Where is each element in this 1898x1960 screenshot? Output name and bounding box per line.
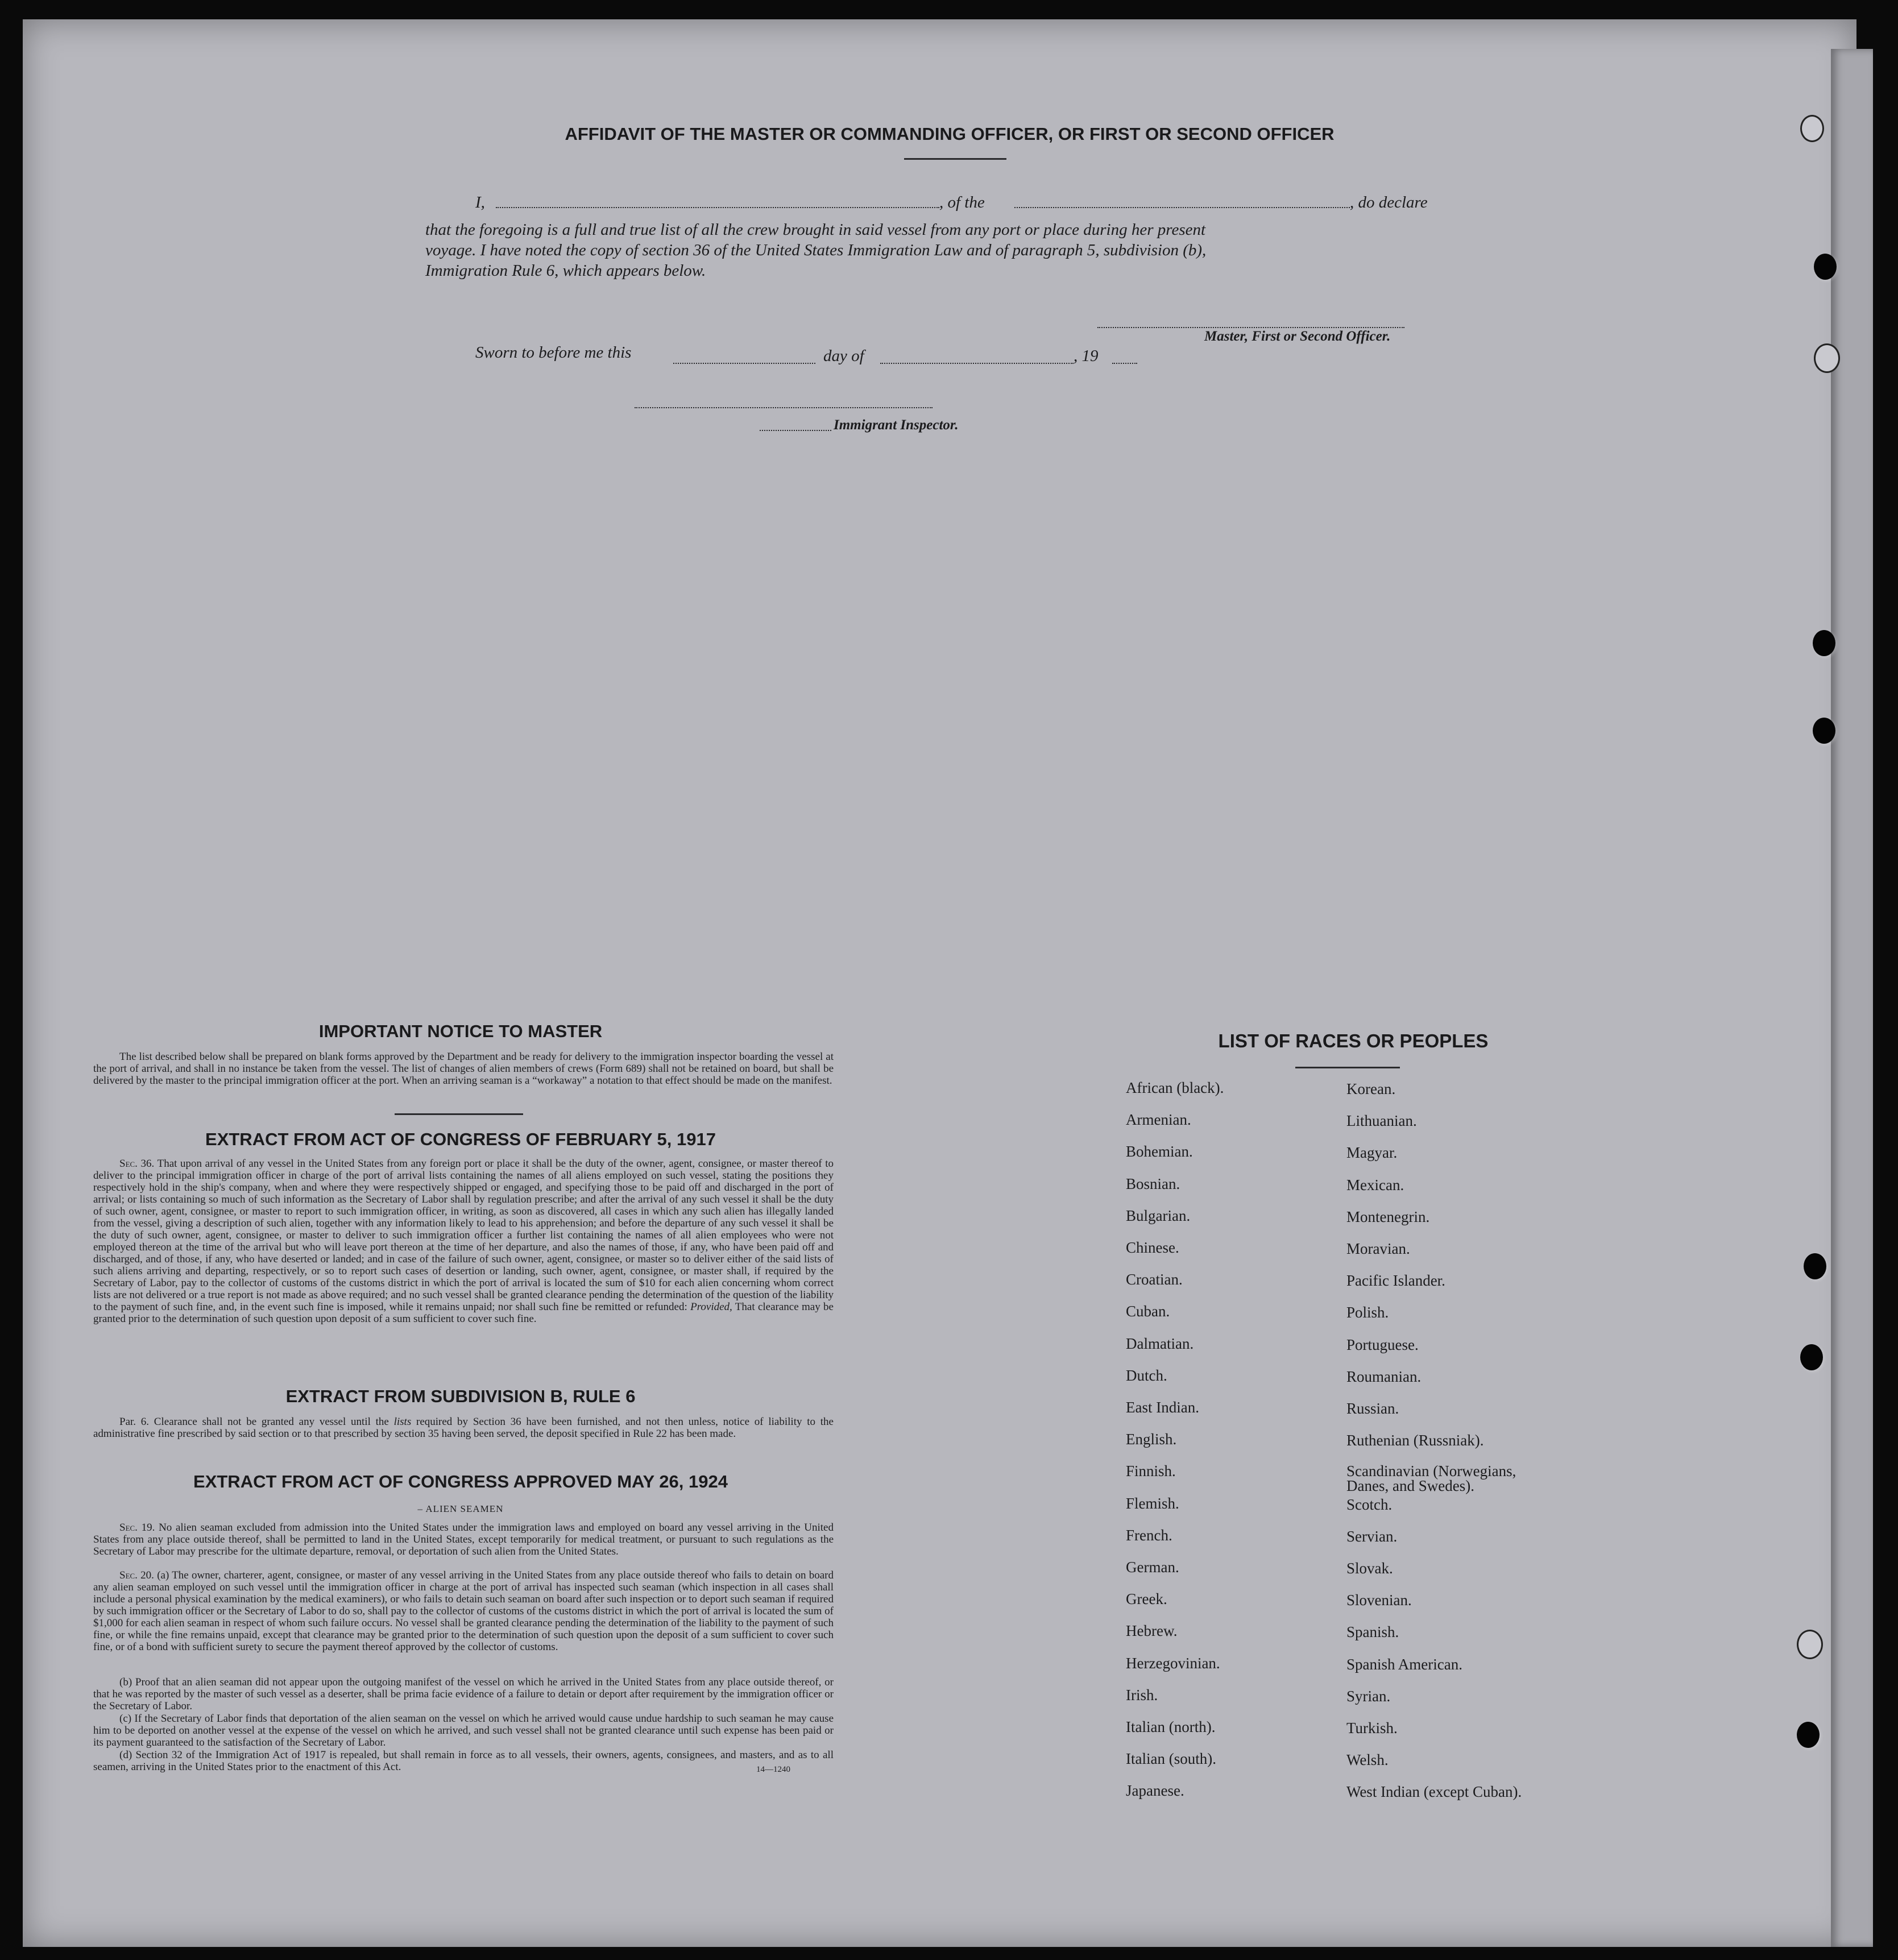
section-20c: (c) If the Secretary of Labor finds that deportation of the alien seaman on the vessel on which he arrived would cause undue hardship to such seaman he may cause him to be deported on another vessel at the expense of the vessel on which he arrived, and such vessel shall not be granted clearance until such expense has been paid or its payment guaranteed to the satisfaction of the Secretary of Labor. — [93, 1713, 834, 1748]
vessel-name-field[interactable] — [1014, 207, 1350, 208]
affidavit-title: AFFIDAVIT OF THE MASTER OR COMMANDING OFFICER, OR FIRST OR SECOND OFFICER — [565, 124, 1335, 144]
inspector-lead-line — [760, 430, 831, 431]
bleed-through-text — [341, 111, 349, 148]
rule6-text-end: required by Section 36 have been furnished, and not then unless, notice of liability to the administrative fine prescribed by said section or to that prescribed by section 35 having been served, the deposit specified in Rule 22 has been made. — [93, 1416, 834, 1440]
race-item: Turkish. — [1346, 1719, 1398, 1737]
section-36-text: That upon arrival of any vessel in the United States from any foreign port or place it shall be the duty of the owner, agent, consignee, or master thereof to deliver to the principal immigration officer in charge of the port of arrival lists containing the names of all aliens employed on such vessel, stating the positions they respectively hold in the ship's company, when and where they were respectively shipped or engaged, and specifying those to be paid off and discharged in the port of arrival; or lists containing so much of such information as the Secretary of Labor shall by regulation prescribe; and after the arrival of any such vessel it shall be the duty of such owner, agent, consignee, or master to report to such immigration officer, in writing, as soon as discovered, all cases in which any such alien has illegally landed from the vessel, giving a description of such alien, together with any information likely to lead to his apprehension; and before the departure of any such vessel it shall be the duty of such owner, agent, consignee, or master to deliver to such immigration officer a further list containing the names of all alien employees who were not employed thereon at the time of the arrival but who will leave port thereon at the time of her departure, and also the names of those, if any, who have been paid off and discharged, and of those, if any, who have deserted or landed; and in case of the failure of such owner, agent, consignee, or master so to deliver either of the said lists of such aliens arriving and departing, respectively, or so to report such cases of desertion or landing, such owner, agent, consignee, or master shall, if required by the Secretary of Labor, pay to the collector of customs of the customs district in which the port of arrival is located the sum of $10 for each alien concerning whom correct lists are not delivered or a true report is not made as above required; and no such vessel shall be granted clearance pending the determination of the question of the liability to the payment of such fine, and, in the event such fine is imposed, while it remains unpaid; nor shall such fine be remitted or refunded: — [93, 1158, 834, 1313]
race-item: Irish. — [1126, 1686, 1158, 1704]
sworn-month-field[interactable] — [880, 363, 1074, 364]
section-20d: (d) Section 32 of the Immigration Act of 1917 is repealed, but shall remain in force as to all vessels, their owners, agents, consignees, and masters, and as to all seamen, arriving in the United States prior to the enactment of this Act. — [93, 1749, 834, 1773]
race-item: Italian (south). — [1126, 1750, 1216, 1768]
affidavit-line-3: voyage. I have noted the copy of section 36 of the United States Immigration Law and of paragraph 5, subdivision (b), — [425, 241, 1207, 259]
race-item: Scotch. — [1346, 1495, 1393, 1513]
punch-hole — [1797, 1722, 1820, 1748]
race-item: Italian (north). — [1126, 1718, 1216, 1735]
race-item: Hebrew. — [1126, 1622, 1178, 1640]
race-item: Flemish. — [1126, 1494, 1179, 1512]
race-item: Magyar. — [1346, 1144, 1398, 1162]
rule6-lists-label: lists — [393, 1416, 412, 1428]
day-of-label: day of — [823, 347, 864, 365]
race-item: French. — [1126, 1526, 1172, 1544]
underlying-page-edge — [1831, 49, 1873, 1947]
section-19-text: No alien seaman excluded from admission into the United States under the immigration laws and employed on board any vessel arriving in the United States from any place outside thereof, shall be permitted to land in the United States, except temporarily for medical treatment, or pursuant to such regulations as the Secretary of Labor may prescribe for the ultimate departure, removal, or deportation of such alien from the United States. — [93, 1522, 834, 1557]
alien-seamen-dash: – — [417, 1503, 426, 1514]
affidavit-declare-label: , do declare — [1350, 193, 1428, 212]
races-title-rule — [1295, 1067, 1400, 1068]
notice-title: IMPORTANT NOTICE TO MASTER — [318, 1021, 603, 1041]
race-item: Syrian. — [1346, 1687, 1391, 1705]
race-item: Korean. — [1346, 1080, 1396, 1097]
extract-rule6-body — [93, 1416, 834, 1440]
races-title: LIST OF RACES OR PEOPLES — [1218, 1030, 1489, 1051]
race-item: West Indian (except Cuban). — [1346, 1783, 1522, 1801]
race-item: Servian. — [1346, 1527, 1398, 1545]
race-item: German. — [1126, 1559, 1179, 1576]
punch-hole — [1800, 115, 1824, 142]
rule6-text-start: Par. 6. Clearance shall not be granted any vessel until the — [119, 1416, 389, 1428]
race-item: Ruthenian (Russniak). — [1346, 1432, 1484, 1449]
form-number: 14—1240 — [756, 1765, 790, 1774]
affidavit-of-the-label: , of the — [939, 193, 985, 212]
race-item: Russian. — [1346, 1400, 1399, 1417]
sworn-day-field[interactable] — [673, 363, 815, 364]
race-item: Mexican. — [1346, 1176, 1404, 1194]
punch-hole — [1800, 1344, 1823, 1370]
race-item: Croatian. — [1126, 1271, 1183, 1288]
notice-body: The list described below shall be prepared on blank forms approved by the Department and be ready for delivery to the immigration inspector boarding the vessel at the port of arrival, and shall in no instance be taken from the vessel. The list of changes of alien members of crews (Form 689) shall not be retained on board, but shall be delivered by the master to the principal immigration officer at the port. When an arriving seaman is a “workaway” a notation to that effect should be made on the manifest. — [93, 1051, 834, 1087]
race-item: African (black). — [1126, 1079, 1224, 1096]
race-item: Welsh. — [1346, 1751, 1389, 1769]
race-item: Japanese. — [1126, 1782, 1184, 1800]
race-item: Pacific Islander. — [1346, 1272, 1445, 1290]
race-item: Roumanian. — [1346, 1368, 1422, 1385]
race-item: Bohemian. — [1126, 1143, 1193, 1161]
section-19 — [93, 1522, 834, 1557]
sworn-label: Sworn to before me this — [475, 343, 632, 362]
inspector-label: Immigrant Inspector. — [834, 417, 959, 433]
punch-hole — [1813, 718, 1835, 744]
section-20b: (b) Proof that an alien seaman did not appear upon the outgoing manifest of the vessel on which he arrived in the United States from any place outside thereof, or that he was reported by the master of such vessel as a deserter, shall be prima facie evidence of a failure to detain or deport after requirement by the immigration officer or the Secretary of Labor. — [93, 1676, 834, 1712]
affidavit-title-rule — [904, 158, 1006, 160]
document-page — [23, 19, 1856, 1947]
section-36-text-end: That clearance may be granted prior to the determination of such question upon deposit of a sum sufficient to cover such fine. — [93, 1301, 834, 1325]
provided-label: Provided, — [690, 1301, 732, 1313]
officer-signature-label: Master, First or Second Officer. — [1204, 329, 1391, 344]
race-item: Bosnian. — [1126, 1175, 1180, 1192]
section-20-label: Sec. 20. — [119, 1569, 154, 1581]
race-item: Cuban. — [1126, 1303, 1170, 1320]
section-20a — [93, 1569, 834, 1653]
punch-hole — [1797, 1630, 1823, 1659]
affidavit-i-label: I, — [475, 193, 485, 212]
race-item: Scandinavian (Norwegians, Danes, and Swedes). — [1346, 1462, 1516, 1495]
section-20a-text: (a) The owner, charterer, agent, consignee, or master of any vessel arriving in the United States from any place outside thereof who fails to detain on board any alien seaman employed on such vessel until the immigration officer in charge at the port of arrival has inspected such seaman (which inspection in all cases shall include a personal physical examination by the medical examiners), or who fails to detain such seaman on board after such inspection or to deport such seaman if required by such immigration officer or the Secretary of Labor to do so, shall pay to the collector of customs of the customs district in which the port of arrival is located the sum of $1,000 for each alien seaman in respect of whom such failure occurs. No vessel shall be granted clearance pending the determination of the liability to the payment of such fine, or while the fine remains unpaid, except that clearance may be granted prior to the determination of such question upon the deposit of a sum sufficient to cover such fine, or of a bond with sufficient surety to secure the payment thereof approved by the collector of customs. — [93, 1569, 834, 1653]
extract-rule6-title: EXTRACT FROM SUBDIVISION B, RULE 6 — [285, 1386, 636, 1406]
race-item: Moravian. — [1346, 1240, 1410, 1257]
alien-seamen-subtitle — [91, 1503, 830, 1515]
notice-rule — [395, 1113, 523, 1115]
punch-hole — [1813, 630, 1835, 656]
race-item: Lithuanian. — [1346, 1112, 1417, 1130]
race-item: Bulgarian. — [1126, 1207, 1191, 1224]
race-item: Slovenian. — [1346, 1592, 1412, 1609]
extract-1917-title: EXTRACT FROM ACT OF CONGRESS OF FEBRUARY 5, 1917 — [205, 1129, 716, 1149]
race-item: Chinese. — [1126, 1239, 1179, 1256]
officer-signature-field[interactable] — [1097, 327, 1404, 328]
extract-1917-body — [93, 1158, 834, 1325]
punch-hole — [1814, 254, 1837, 280]
race-item: Armenian. — [1126, 1111, 1191, 1129]
race-item: Herzegovinian. — [1126, 1654, 1220, 1672]
affidavit-line-4: Immigration Rule 6, which appears below. — [425, 262, 706, 280]
master-name-field[interactable] — [496, 207, 939, 208]
race-item: East Indian. — [1126, 1399, 1199, 1416]
inspector-signature-field[interactable] — [635, 407, 933, 408]
alien-seamen-label: ALIEN SEAMEN — [425, 1503, 504, 1514]
affidavit-line-2: that the foregoing is a full and true list of all the crew brought in said vessel from any port or place during her present — [425, 221, 1206, 239]
race-item: Greek. — [1126, 1590, 1167, 1608]
punch-hole — [1804, 1253, 1826, 1279]
section-19-label: Sec. 19. — [119, 1522, 155, 1534]
race-item: Portuguese. — [1346, 1336, 1419, 1353]
extract-1924-title: EXTRACT FROM ACT OF CONGRESS APPROVED MAY 26, 1924 — [193, 1472, 728, 1491]
race-item: Finnish. — [1126, 1462, 1176, 1480]
race-item: Spanish. — [1346, 1623, 1399, 1641]
sworn-year-field[interactable] — [1112, 363, 1137, 364]
race-item: Montenegrin. — [1346, 1208, 1430, 1225]
race-item: Slovak. — [1346, 1560, 1393, 1577]
year-label: , 19 — [1074, 347, 1099, 365]
race-item: Polish. — [1346, 1304, 1389, 1321]
race-item: English. — [1126, 1431, 1177, 1448]
punch-hole — [1814, 343, 1840, 373]
race-item: Dutch. — [1126, 1366, 1167, 1384]
race-item: Dalmatian. — [1126, 1335, 1194, 1352]
section-36-label: Sec. 36. — [119, 1158, 155, 1170]
race-item: Spanish American. — [1346, 1655, 1462, 1673]
